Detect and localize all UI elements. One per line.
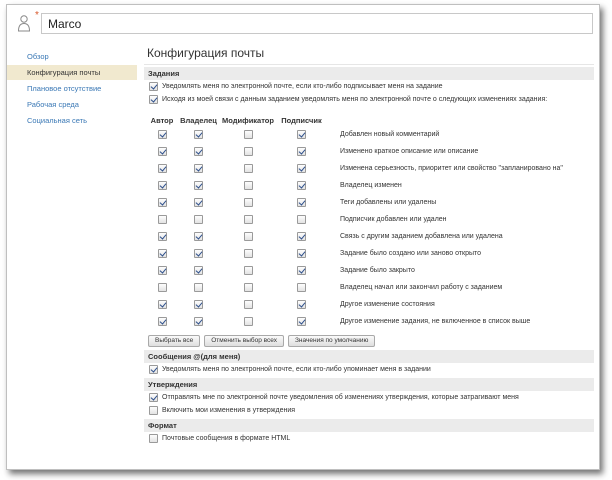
checkbox-modifier[interactable] (244, 232, 253, 241)
user-icon (17, 14, 31, 32)
grid-cell-subscriber (279, 300, 324, 309)
grid-row (144, 279, 594, 296)
checkbox-subscriber[interactable] (297, 232, 306, 241)
notification-grid (144, 114, 594, 330)
checkbox-author[interactable] (158, 181, 167, 190)
checkbox-owner[interactable] (194, 249, 203, 258)
event-label: Теги добавлены или удалены (340, 199, 437, 206)
header (7, 5, 599, 39)
grid-cell-author (144, 266, 180, 275)
grid-cell-modifier (217, 283, 279, 292)
grid-cell-subscriber (279, 283, 324, 292)
grid-row (144, 160, 594, 177)
grid-cell-owner (180, 266, 217, 275)
grid-cell-author (144, 300, 180, 309)
select-all-button[interactable]: Выбрать все (148, 335, 200, 347)
grid-cell-owner (180, 317, 217, 326)
checkbox-subscriber[interactable] (297, 198, 306, 207)
option-approval-include[interactable] (144, 404, 594, 417)
checkbox-owner[interactable] (194, 147, 203, 156)
grid-row (144, 211, 594, 228)
option-label: Уведомлять меня по электронной почте, если кто-либо упоминает меня в задании (162, 366, 431, 373)
option-html-format[interactable] (144, 432, 594, 445)
option-task-mention[interactable] (144, 80, 594, 93)
grid-cell-author (144, 130, 180, 139)
grid-row (144, 143, 594, 160)
name-field[interactable]: Marco (41, 13, 593, 34)
grid-cell-owner (180, 283, 217, 292)
sidebar-item-mail-config[interactable]: Конфигурация почты (7, 65, 137, 80)
grid-cell-author (144, 283, 180, 292)
defaults-button[interactable]: Значения по умолчанию (288, 335, 375, 347)
grid-row (144, 177, 594, 194)
event-label: Подписчик добавлен или удален (340, 216, 447, 223)
column-owner: Владелец (180, 115, 217, 125)
grid-cell-modifier (217, 215, 279, 224)
checkbox-author[interactable] (158, 130, 167, 139)
grid-cell-owner (180, 181, 217, 190)
checkbox-owner[interactable] (194, 130, 203, 139)
grid-cell-modifier (217, 181, 279, 190)
column-subscriber: Подписчик (281, 115, 322, 125)
grid-cell-modifier (217, 130, 279, 139)
checkbox-owner[interactable] (194, 215, 203, 224)
grid-cell-modifier (217, 147, 279, 156)
checkbox-modifier[interactable] (244, 181, 253, 190)
checkbox-owner[interactable] (194, 164, 203, 173)
grid-cell-owner (180, 215, 217, 224)
grid-cell-subscriber (279, 181, 324, 190)
checkbox-author[interactable] (158, 266, 167, 275)
checkbox[interactable] (149, 434, 158, 443)
grid-cell-owner (180, 300, 217, 309)
checkbox-modifier[interactable] (244, 317, 253, 326)
event-label: Связь с другим заданием добавлена или удалена (340, 233, 503, 240)
event-label: Владелец изменен (340, 182, 402, 189)
grid-cell-author (144, 147, 180, 156)
grid-cell-subscriber (279, 130, 324, 139)
checkbox-modifier[interactable] (244, 198, 253, 207)
checkbox-subscriber[interactable] (297, 317, 306, 326)
option-label: Почтовые сообщения в формате HTML (162, 435, 291, 442)
grid-row (144, 126, 594, 143)
checkbox[interactable] (149, 95, 158, 104)
option-task-changes[interactable] (144, 93, 594, 106)
event-label: Задание было создано или заново открыто (340, 250, 482, 257)
grid-cell-author (144, 317, 180, 326)
checkbox-subscriber[interactable] (297, 147, 306, 156)
checkbox-modifier[interactable] (244, 215, 253, 224)
grid-row (144, 194, 594, 211)
grid-cell-owner (180, 130, 217, 139)
grid-row (144, 245, 594, 262)
option-label: Включить мои изменения в утверждения (162, 407, 296, 414)
event-label: Изменено краткое описание или описание (340, 148, 479, 155)
checkbox-author[interactable] (158, 215, 167, 224)
grid-cell-subscriber (279, 249, 324, 258)
event-label: Добавлен новый комментарий (340, 131, 440, 138)
option-label: Отправлять мне по электронной почте уведомления об изменениях утверждения, которые затрагивают меня (162, 394, 519, 401)
section-format-header: Формат (144, 419, 594, 432)
checkbox-subscriber[interactable] (297, 181, 306, 190)
option-label: Исходя из моей связи с данным заданием уведомлять меня по электронной почте о следующих изменениях задания: (162, 96, 548, 103)
grid-cell-owner (180, 147, 217, 156)
sidebar-item-social[interactable]: Социальная сеть (27, 116, 87, 125)
checkbox-subscriber[interactable] (297, 283, 306, 292)
grid-cell-subscriber (279, 147, 324, 156)
checkbox[interactable] (149, 82, 158, 91)
grid-row (144, 262, 594, 279)
sidebar (7, 49, 137, 129)
event-label: Владелец начал или закончил работу с заданием (340, 284, 503, 291)
grid-row (144, 296, 594, 313)
sidebar-item-absence[interactable]: Плановое отсутствие (27, 84, 102, 93)
section-messages-header: Сообщения @(для меня) (144, 350, 594, 363)
option-message-mention[interactable] (144, 363, 594, 376)
grid-rows (144, 126, 594, 330)
deselect-all-button[interactable]: Отменить выбор всех (204, 335, 284, 347)
event-label: Другое изменение состояния (340, 301, 435, 308)
checkbox-author[interactable] (158, 317, 167, 326)
checkbox-subscriber[interactable] (297, 215, 306, 224)
grid-row (144, 313, 594, 330)
checkbox-owner[interactable] (194, 317, 203, 326)
checkbox-subscriber[interactable] (297, 164, 306, 173)
grid-cell-owner (180, 232, 217, 241)
grid-cell-modifier (217, 266, 279, 275)
checkbox-author[interactable] (158, 283, 167, 292)
main-content (144, 43, 594, 445)
checkbox[interactable] (149, 393, 158, 402)
window (6, 4, 600, 470)
event-label: Задание было закрыто (340, 267, 415, 274)
column-author: Автор (150, 115, 174, 125)
checkbox-modifier[interactable] (244, 249, 253, 258)
checkbox-owner[interactable] (194, 232, 203, 241)
sidebar-item-workspace[interactable]: Рабочая среда (27, 100, 79, 109)
option-label: Уведомлять меня по электронной почте, если кто-либо подписывает меня на задание (162, 83, 443, 90)
checkbox-author[interactable] (158, 249, 167, 258)
section-approvals-header: Утверждения (144, 378, 594, 391)
checkbox-author[interactable] (158, 198, 167, 207)
checkbox-subscriber[interactable] (297, 249, 306, 258)
checkbox-modifier[interactable] (244, 130, 253, 139)
sidebar-item-overview[interactable]: Обзор (27, 52, 49, 61)
event-label: Другое изменение задания, не включенное в список выше (340, 318, 531, 325)
grid-cell-modifier (217, 300, 279, 309)
grid-cell-subscriber (279, 164, 324, 173)
grid-cell-author (144, 198, 180, 207)
event-label: Изменена серьезность, приоритет или свойство "запланировано на" (340, 165, 563, 172)
grid-cell-modifier (217, 249, 279, 258)
required-mark: * (35, 10, 39, 21)
checkbox-modifier[interactable] (244, 283, 253, 292)
grid-cell-subscriber (279, 232, 324, 241)
checkbox-owner[interactable] (194, 181, 203, 190)
column-modifier: Модификатор (222, 115, 274, 125)
checkbox-author[interactable] (158, 147, 167, 156)
checkbox-subscriber[interactable] (297, 266, 306, 275)
grid-cell-author (144, 164, 180, 173)
checkbox-author[interactable] (158, 300, 167, 309)
grid-cell-modifier (217, 317, 279, 326)
checkbox-subscriber[interactable] (297, 300, 306, 309)
checkbox-modifier[interactable] (244, 266, 253, 275)
grid-cell-owner (180, 164, 217, 173)
checkbox-subscriber[interactable] (297, 130, 306, 139)
grid-cell-subscriber (279, 266, 324, 275)
grid-cell-author (144, 249, 180, 258)
page-title: Конфигурация почты (144, 43, 594, 65)
grid-cell-owner (180, 198, 217, 207)
section-tasks-header: Задания (144, 67, 594, 80)
checkbox-owner[interactable] (194, 198, 203, 207)
grid-cell-subscriber (279, 198, 324, 207)
checkbox-modifier[interactable] (244, 164, 253, 173)
checkbox-modifier[interactable] (244, 300, 253, 309)
option-approval-notify[interactable] (144, 391, 594, 404)
checkbox-author[interactable] (158, 232, 167, 241)
grid-cell-modifier (217, 164, 279, 173)
grid-cell-subscriber (279, 317, 324, 326)
checkbox-owner[interactable] (194, 283, 203, 292)
checkbox[interactable] (149, 365, 158, 374)
grid-cell-modifier (217, 232, 279, 241)
checkbox[interactable] (149, 406, 158, 415)
grid-header (144, 114, 594, 126)
grid-cell-modifier (217, 198, 279, 207)
grid-cell-author (144, 215, 180, 224)
grid-cell-subscriber (279, 215, 324, 224)
grid-cell-author (144, 232, 180, 241)
checkbox-modifier[interactable] (244, 147, 253, 156)
checkbox-author[interactable] (158, 164, 167, 173)
grid-row (144, 228, 594, 245)
checkbox-owner[interactable] (194, 300, 203, 309)
grid-buttons (144, 335, 594, 347)
grid-cell-owner (180, 249, 217, 258)
checkbox-owner[interactable] (194, 266, 203, 275)
grid-cell-author (144, 181, 180, 190)
